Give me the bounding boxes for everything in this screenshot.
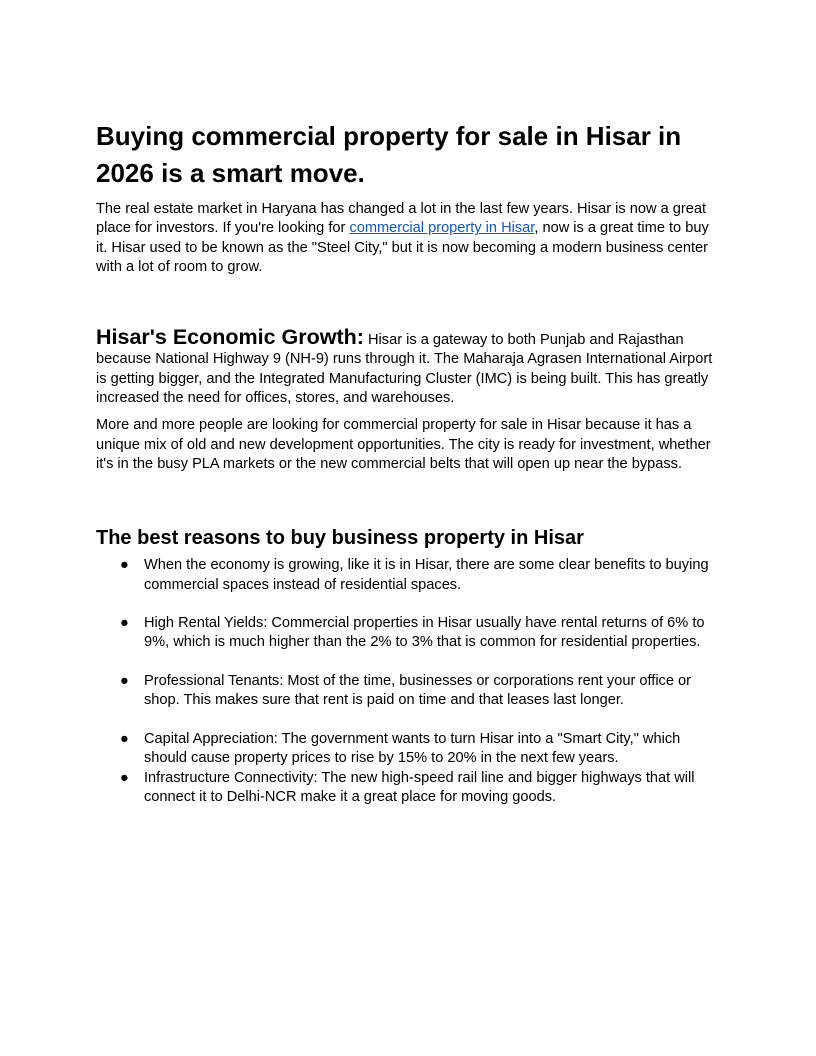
intro-text-after-link: , now is a great time to buy it. Hisar used to be known as the "Steel City," but it is now becoming a modern business center with a lot of room to grow.	[96, 220, 709, 275]
economic-growth-heading: Hisar's Economic Growth:	[96, 325, 364, 350]
intro-text-before-link: The real estate market in Haryana has changed a lot in the last few years. Hisar is now a great place for investors. If you're looking for	[96, 201, 707, 237]
list-item	[96, 730, 722, 769]
bullet-icon: ●	[120, 557, 129, 574]
list-item-text: When the economy is growing, like it is in Hisar, there are some clear benefits to buying commercial spaces instead of residential spaces.	[144, 557, 709, 593]
economic-growth-text: Hisar is a gateway to both Punjab and Rajasthan because National Highway 9 (NH-9) runs through it. The Maharaja Agrasen International Airport is getting bigger, and the Integrated Manufacturing Cluster (IMC) is being built. This has greatly increased the need for offices, stores, and warehouses.	[96, 332, 713, 407]
bullet-icon: ●	[120, 615, 129, 632]
intro-paragraph	[96, 200, 722, 277]
list-item-text: Infrastructure Connectivity: The new high-speed rail line and bigger highways that will connect it to Delhi-NCR make it a great place for moving goods.	[144, 769, 695, 805]
section-spacer	[96, 482, 722, 525]
bullet-icon: ●	[120, 769, 129, 786]
commercial-property-link[interactable]: commercial property in Hisar	[349, 220, 535, 237]
list-item	[96, 614, 722, 653]
list-item-text: Professional Tenants: Most of the time, businesses or corporations rent your office or shop. This makes sure that rent is paid on time and that leases last longer.	[144, 673, 692, 709]
section-spacer	[96, 277, 722, 328]
document-page	[96, 118, 722, 807]
economic-growth-paragraph-2: More and more people are looking for commercial property for sale in Hisar because it has a unique mix of old and new development opportunities. The city is ready for investment, whether it's in the busy PLA markets or the new commercial belts that will open up near the bypass.	[96, 417, 711, 472]
reasons-heading: The best reasons to buy business property in Hisar	[96, 527, 584, 550]
bullet-icon: ●	[120, 673, 129, 690]
list-item	[96, 556, 722, 595]
list-item	[96, 769, 722, 808]
list-item	[96, 672, 722, 711]
document-title: Buying commercial property for sale in Hisar in 2026 is a smart move.	[96, 121, 682, 188]
bullet-icon: ●	[120, 730, 129, 747]
list-item-text: High Rental Yields: Commercial properties in Hisar usually have rental returns of 6% to 9%, which is much higher than the 2% to 3% that is common for residential properties.	[144, 615, 705, 651]
reasons-list	[96, 556, 722, 807]
economic-growth-paragraph	[96, 325, 722, 408]
list-item-text: Capital Appreciation: The government wants to turn Hisar into a "Smart City," which should cause property prices to rise by 15% to 20% in the next few years.	[144, 730, 681, 767]
